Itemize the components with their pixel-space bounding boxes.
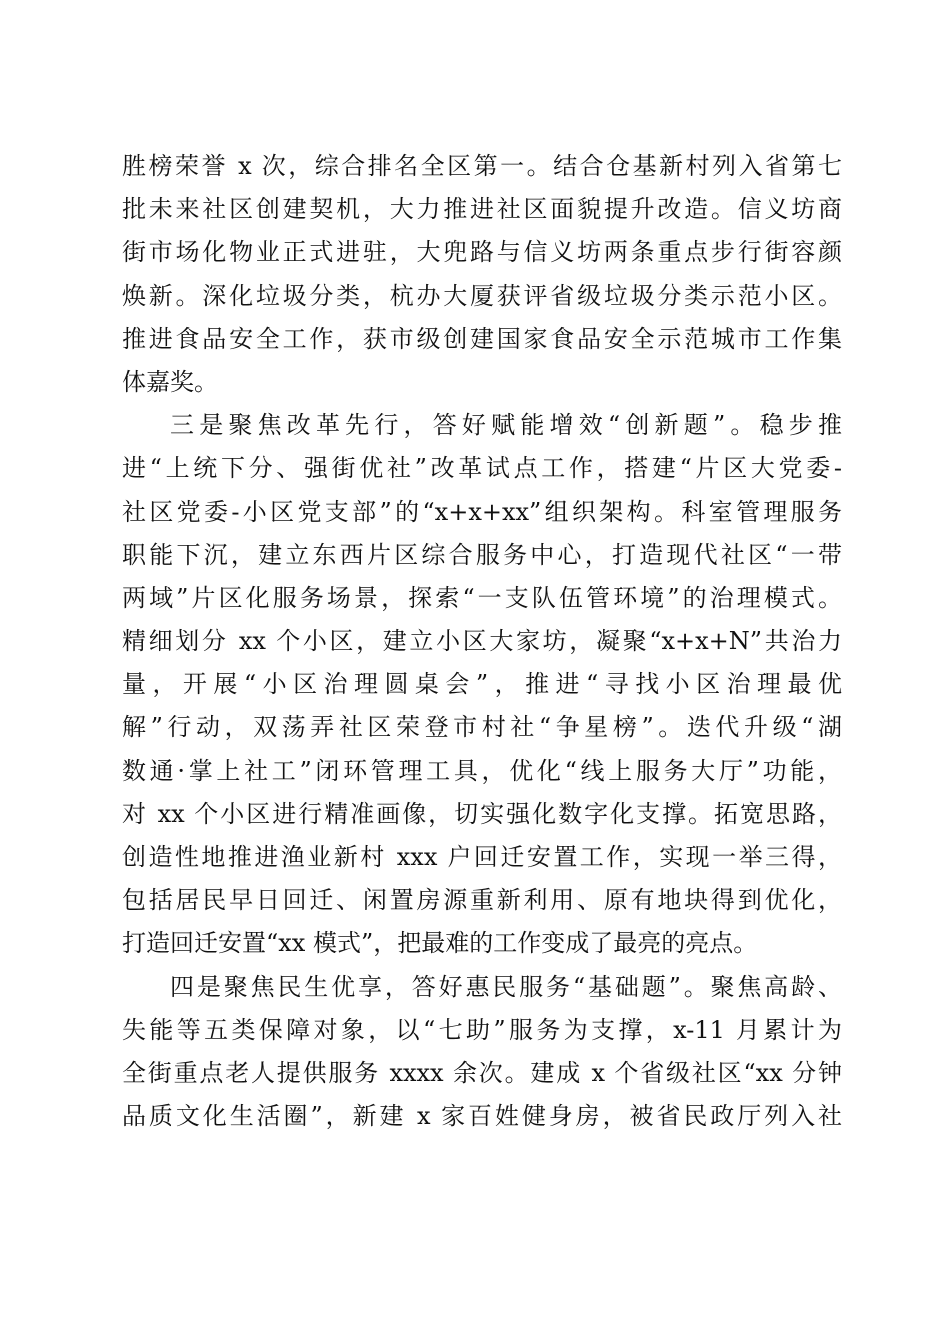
text-line: 对 xx 个小区进行精准画像，切实强化数字化支撑。拓宽思路， <box>122 799 842 828</box>
text-line: 职能下沉，建立东西片区综合服务中心，打造现代社区“一带 <box>122 540 842 569</box>
text-line: 社区党委-小区党支部”的“x+x+xx”组织架构。科室管理服务 <box>122 497 842 526</box>
text-line: 量，开展“小区治理圆桌会”，推进“寻找小区治理最优 <box>122 670 842 699</box>
paragraph-heading-line: 四是聚焦民生优享，答好惠民服务“基础题”。聚焦高龄、 <box>170 972 842 1001</box>
text-line: 两域”片区化服务场景，探索“一支队伍管环境”的治理模式。 <box>122 583 842 612</box>
text-line: 推进食品安全工作，获市级创建国家食品安全示范城市工作集 <box>122 324 842 353</box>
text-line: 街市场化物业正式进驻，大兜路与信义坊两条重点步行街容颜 <box>122 238 842 267</box>
paragraph-3 <box>122 966 842 1139</box>
paragraph-1 <box>122 145 842 404</box>
document-body <box>122 145 842 1138</box>
text-line: 全街重点老人提供服务 xxxx 余次。建成 x 个省级社区“xx 分钟 <box>122 1058 842 1087</box>
text-line: 品质文化生活圈”，新建 x 家百姓健身房，被省民政厅列入社 <box>122 1102 842 1131</box>
text-line: 焕新。深化垃圾分类，杭办大厦获评省级垃圾分类示范小区。 <box>122 281 842 310</box>
text-line: 创造性地推进渔业新村 xxx 户回迁安置工作，实现一举三得， <box>122 843 842 871</box>
text-line: 胜榜荣誉 x 次，综合排名全区第一。结合仓基新村列入省第七 <box>122 152 842 180</box>
text-line: 体嘉奖。 <box>122 367 218 396</box>
text-line: 打造回迁安置“xx 模式”，把最难的工作变成了最亮的亮点。 <box>122 929 758 958</box>
text-line: 失能等五类保障对象，以“七助”服务为支撑，x-11 月累计为 <box>122 1015 842 1044</box>
text-line: 包括居民早日回迁、闲置房源重新利用、原有地块得到优化， <box>122 886 842 915</box>
text-line: 数通·掌上社工”闭环管理工具，优化“线上服务大厅”功能， <box>122 756 842 785</box>
text-line: 精细划分 xx 个小区，建立小区大家坊，凝聚“x+x+N”共治力 <box>122 627 842 656</box>
text-line: 批未来社区创建契机，大力推进社区面貌提升改造。信义坊商 <box>122 195 842 224</box>
text-line: 解”行动，双荡弄社区荣登市村社“争星榜”。迭代升级“湖 <box>122 713 842 742</box>
paragraph-2 <box>122 404 842 965</box>
text-line: 进“上统下分、强街优社”改革试点工作，搭建“片区大党委- <box>122 454 842 483</box>
paragraph-heading-line: 三是聚焦改革先行，答好赋能增效“创新题”。稳步推 <box>170 411 842 440</box>
